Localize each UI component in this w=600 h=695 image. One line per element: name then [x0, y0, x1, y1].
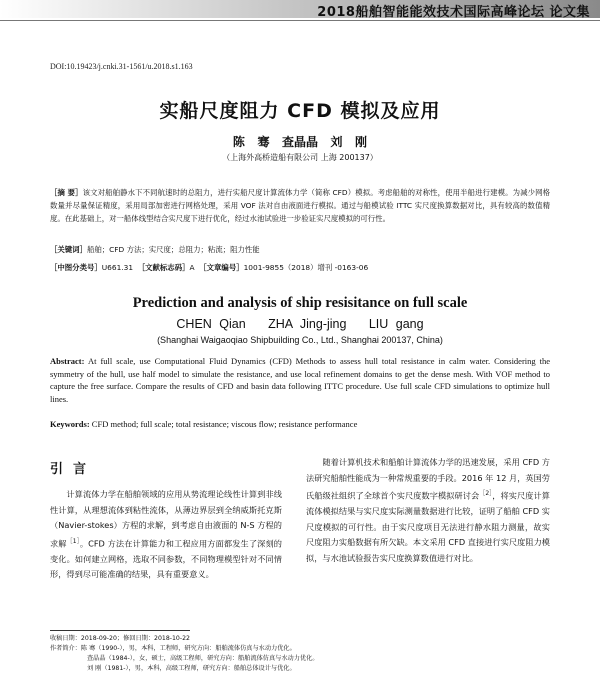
chinese-keywords-text: 船舶；CFD 方法；实尺度；总阻力；粘流；阻力性能: [86, 245, 260, 254]
classification-info: [50, 262, 550, 273]
chinese-title: 实船尺度阻力 CFD 模拟及应用: [159, 100, 441, 122]
chinese-authors: 陈 骞 查晶晶 刘 刚: [232, 135, 368, 149]
section-heading-introduction: 引言: [50, 462, 97, 477]
article-number-label: ［文章编号］: [199, 263, 244, 272]
english-abstract-label: Abstract:: [50, 356, 85, 366]
footnote-author-1: 作者简介：陈 骞（1990-），男，本科，工程师，研究方向：船舶流体仿真与水动力优化。: [50, 645, 296, 652]
left-citation: ［1］: [66, 537, 80, 545]
article-number-value: 1001-9855（2018）增刊 -0163-06: [243, 263, 369, 272]
class-number-label: ［中图分类号］: [50, 263, 102, 272]
document-code-value: A: [189, 263, 195, 272]
document-code-label: ［文献标志码］: [137, 263, 190, 272]
doi: DOI:10.19423/j.cnki.31-1561/u.2018.s1.163: [50, 62, 193, 71]
chinese-keywords-label: ［关键词］: [50, 245, 87, 254]
chinese-abstract: [50, 186, 550, 225]
body-right-column: [306, 455, 550, 566]
body-left-column: [50, 487, 282, 583]
header-divider: [0, 20, 600, 21]
english-abstract: [50, 355, 550, 405]
right-paragraph-tail: ，将实尺度计算流体模拟结果与实尺度实际测量数据进行比较，证明了船舶 CFD 实尺度模拟的可行性。由于实尺度项目无法进行静水阻力测量，故实尺度阻力实船数据有所欠缺。本文采用 CFD 直接进行实尺度阻力模拟，与水池试验报告实尺度换算数值进行对比。: [306, 490, 550, 563]
right-paragraph-main: 随着计算机技术和船舶计算流体力学的迅速发展，采用 CFD 方法研究船舶性能成为一种常规重要的手段。2016 年 12 月，英国劳氏船级社组织了全球首个实尺度数字模拟研讨会: [306, 457, 550, 501]
footnote-dates: 收稿日期：2018-09-20；修回日期：2018-10-22: [50, 635, 190, 642]
left-paragraph-main: 计算流体力学在船舶领域的应用从势流理论线性计算到非线性计算，从理想流体到粘性流体，从薄边界层到全纳威斯托克斯（Navier-stokes）方程的求解，到考虑自由液面的 N-S 方程的求解: [50, 489, 282, 549]
chinese-abstract-text: 该文对船舶静水下不同航速时的总阻力，进行实船尺度计算流体力学（简称 CFD）模拟。考虑船舶的对称性，使用半船进行建模。为减少网格数量并尽量保证精度，采用局部加密进行网格处理，采用 VOF 法对自由液面进行模拟。通过与船模试验 ITTC 实尺度换算数据对比，具有较高的数值精度。在此基础上，对一船体线型结合实尺度下进行优化，经过水池试验进一步验证实尺度模拟的可行性。: [50, 188, 550, 223]
chinese-affiliation: （上海外高桥造船有限公司 上海 200137）: [222, 153, 378, 162]
footnote-rule: [50, 630, 190, 631]
english-authors: CHEN Qian ZHA Jing-jing LIU gang: [176, 317, 424, 331]
chinese-abstract-label: ［摘 要］: [50, 188, 83, 197]
footnote-author-3: 刘 刚（1981-），男，本科，高级工程师，研究方向：船舶总体设计与优化。: [87, 665, 296, 672]
left-paragraph-tail: 。CFD 方法在计算能力和工程应用方面都发生了深刻的变化。如何建立网格，选取不同参数，不同物理模型针对不同情形，得到尽可能准确的结果，具有重要意义。: [50, 538, 282, 580]
chinese-keywords: [50, 244, 550, 255]
english-affiliation: (Shanghai Waigaoqiao Shipbuilding Co., Ltd., Shanghai 200137, China): [157, 335, 443, 345]
proceedings-title: 2018船舶智能能效技术国际高峰论坛 论文集: [317, 5, 590, 20]
english-abstract-text: At full scale, use Computational Fluid Dynamics (CFD) Methods to assess hull total resistance in calm water. Considering the symmetry of the hull, use half model to simulate the resistance, and use local refinement domains to get the dense mesh. With VOF method to capture the free surface. Compare the results of CFD and basin data following ITTC procedure. Use full scale CFD simulations to optimize hull lines.: [50, 356, 551, 404]
english-keywords-text: CFD method; full scale; total resistance; viscous flow; resistance performance: [91, 419, 358, 429]
footnotes: [50, 634, 550, 674]
right-citation: ［2］: [479, 490, 493, 497]
english-title: Prediction and analysis of ship resisitance on full scale: [132, 295, 468, 311]
class-number-value: U661.31: [101, 263, 134, 272]
english-keywords-label: Keywords:: [50, 419, 90, 429]
english-keywords: [50, 419, 550, 429]
footnote-author-2: 查晶晶（1984-），女，硕士，高级工程师，研究方向：船舶流体仿真与水动力优化。: [87, 655, 319, 662]
